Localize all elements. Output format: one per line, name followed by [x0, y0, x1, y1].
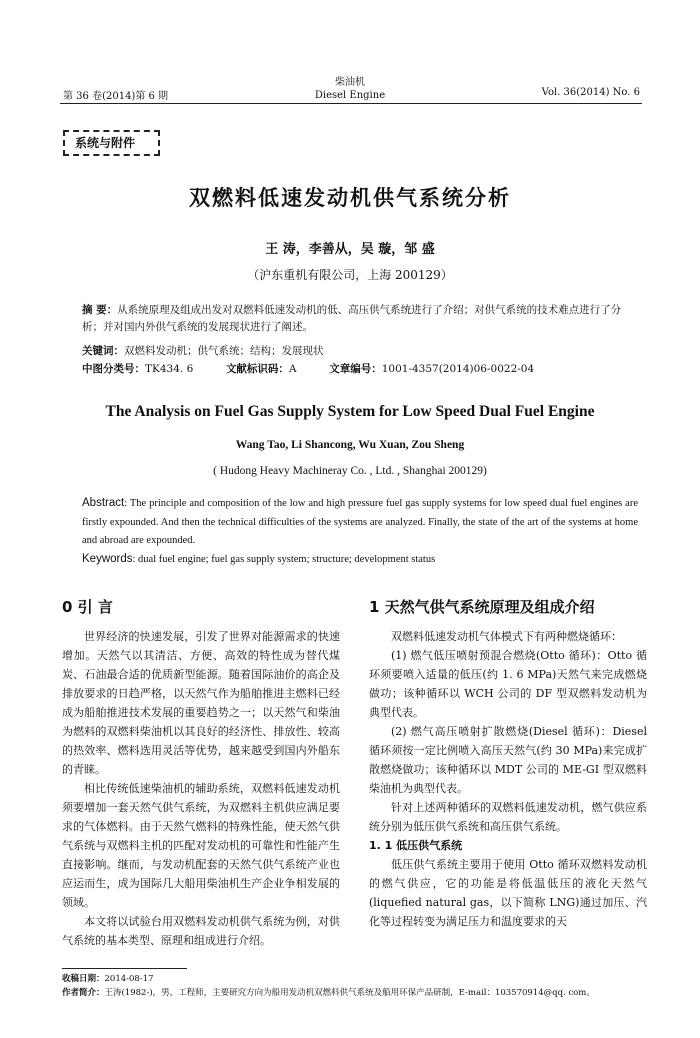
- header-rule: [60, 103, 642, 104]
- abstract-cn-text: 从系统原理及组成出发对双燃料低速发动机的低、高压供气系统进行了介绍；对供气系统的技术难点进行了分析；并对国内外供气系统的发展现状进行了阐述。: [82, 304, 622, 333]
- body-paragraph: 世界经济的快速发展，引发了世界对能源需求的快速增加。天然气以其清洁、方便、高效的特性成为替代煤炭、石油最合适的优质新型能源。随着国际油价的高企及排放要求的日趋严格，以天然气作为船舶推进主燃料已经成为船舶推进技术发展的重要趋势之一；以天然气和柴油为燃料的双燃料柴油机以其良好的经济性、排放性、较高的热效率、燃料选用灵活等优势，越来越受到国内外船东的青睐。: [62, 630, 340, 776]
- body-paragraph: 低压供气系统主要用于使用 Otto 循环双燃料发动机的燃气供应，它的功能是将低温低压的液化天然气(liquefied natural gas，以下简称 LNG)通过加压、汽化等过程转变为满足压力和温度要求的天: [369, 858, 647, 928]
- keywords-en-label: Keywords: [82, 553, 133, 565]
- section-badge: 系统与附件: [63, 130, 160, 156]
- classification-line: [82, 361, 638, 378]
- body-paragraph: (1) 燃气低压喷射预混合燃烧(Otto 循环)：Otto 循环须要喷入适量的低压(约 1. 6 MPa)天然气来完成燃烧做功；该种循环以 WCH 公司的 DF 型双燃料发动机为典型代表。: [369, 649, 647, 719]
- journal-name-cn: 柴油机: [335, 77, 365, 88]
- abstract-en: Abstract: The principle and composition of the low and high pressure fuel gas supply systems for low speed dual fuel engines are firstly expounded. And then the technical difficulties of the systems are analyzed. Finally, the state of the art of the systems at home and abroad are expounded.: [82, 497, 638, 546]
- keywords-cn-label: 关键词：: [82, 345, 124, 357]
- subsection-heading-low-pressure: 1. 1 低压供气系统: [369, 839, 463, 852]
- footnote: [62, 972, 642, 1000]
- article-no-label: 文章编号：: [329, 363, 382, 375]
- abstract-cn: [82, 302, 638, 336]
- section-heading-principle: 1 天然气供气系统原理及组成介绍: [369, 598, 595, 616]
- affiliation-cn: （沪东重机有限公司，上海 200129）: [247, 268, 453, 282]
- abstract-en-label: Abstract: [82, 497, 125, 509]
- footnote-author: [62, 986, 642, 1000]
- affiliation-en: ( Hudong Heavy Machineray Co. , Ltd. , Shanghai 200129): [213, 465, 487, 477]
- author-bio-label: 作者简介：: [62, 988, 105, 998]
- paper-title-cn: 双燃料低速发动机供气系统分析: [189, 186, 511, 210]
- doc-code-label: 文献标识码：: [225, 363, 289, 375]
- keywords-cn-text: 双燃料发动机；供气系统；结构；发展现状: [124, 345, 324, 357]
- footnote-rule: [62, 968, 187, 969]
- author-bio: 王涛(1982-)，男，工程师，主要研究方向为船用发动机双燃料供气系统及船用环保产品研制，E-mail：103570914@qq. com。: [104, 988, 595, 998]
- section-heading-introduction: 0 引 言: [62, 598, 113, 616]
- abstract-en-text: The principle and composition of the low and high pressure fuel gas supply systems for low speed dual fuel engines are firstly expounded. And then the technical difficulties of the systems are analyzed. Finally, the state of the art of the systems at home and abroad are expounded.: [82, 498, 638, 546]
- article-no-value: 1001-4357(2014)06-0022-04: [381, 363, 535, 375]
- journal-name-en: Diesel Engine: [314, 90, 386, 101]
- body-paragraph: 本文将以试验台用双燃料发动机供气系统为例，对供气系统的基本类型、原理和组成进行介绍。: [62, 915, 340, 947]
- right-column: [369, 597, 647, 931]
- body-paragraph: 针对上述两种循环的双燃料低速发动机，燃气供应系统分别为低压供气系统和高压供气系统。: [369, 801, 647, 833]
- journal-volume-issue: 第 36 卷(2014)第 6 期: [63, 91, 169, 102]
- authors-cn: 王 涛，李善从，吴 璇，邹 盛: [265, 242, 435, 257]
- keywords-cn: [82, 343, 638, 360]
- clc-label: 中图分类号：: [82, 363, 145, 375]
- clc-value: TK434. 6: [145, 363, 194, 375]
- footnote-received: [62, 972, 642, 986]
- received-label: 收稿日期：: [62, 974, 105, 984]
- body-paragraph: 相比传统低速柴油机的辅助系统，双燃料低速发动机须要增加一套天然气供气系统，为双燃料主机供应满足要求的气体燃料。由于天然气燃料的特殊性能，使天然气供气系统与双燃料主机的匹配对发动机的可靠性和性能产生直接影响。继而，与发动机配套的天然气供气系统产业也应运而生，成为国际几大船用柴油机生产企业争相发展的领域。: [62, 782, 340, 909]
- abstract-cn-label: 摘 要：: [82, 304, 118, 316]
- received-date: 2014-08-17: [104, 974, 154, 984]
- keywords-en-text: dual fuel engine; fuel gas supply system; structure; development status: [138, 554, 436, 565]
- keywords-en: Keywords: dual fuel engine; fuel gas supply system; structure; development status: [82, 553, 436, 565]
- paper-title-en: The Analysis on Fuel Gas Supply System for Low Speed Dual Fuel Engine: [105, 403, 595, 420]
- doc-code-value: A: [288, 363, 297, 375]
- journal-volume-issue-en: Vol. 36(2014) No. 6: [541, 87, 640, 98]
- authors-en: Wang Tao, Li Shancong, Wu Xuan, Zou Sheng: [235, 439, 465, 451]
- body-paragraph: 双燃料低速发动机气体模式下有两种燃烧循环：: [391, 630, 622, 643]
- body-paragraph: (2) 燃气高压喷射扩散燃烧(Diesel 循环)：Diesel 循环须按一定比例喷入高压天然气(约 30 MPa)来完成扩散燃烧做功；该种循环以 MDT 公司的 ME-GI 型双燃料柴油机为典型代表。: [369, 725, 647, 795]
- left-column: [62, 597, 340, 950]
